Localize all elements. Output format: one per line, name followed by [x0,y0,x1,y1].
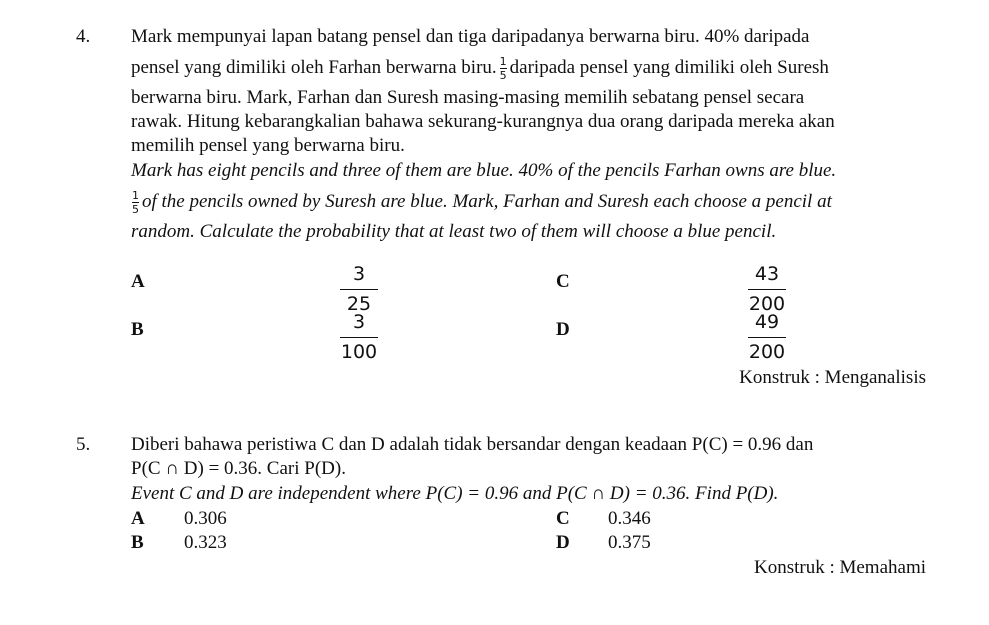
q5-malay-line-1: Diberi bahawa peristiwa C dan D adalah tidak bersandar dengan keadaan P(C) = 0.96 dan [131,434,814,455]
q5-option-d-value: 0.375 [608,532,651,553]
q4-english-line-1: Mark has eight pencils and three of them are blue. 40% of the pencils Farhan owns are blue. [131,160,837,181]
q4-option-a-fraction [340,264,378,315]
q5-malay-line-2: P(C ∩ D) = 0.36. Cari P(D). [131,458,346,479]
q5-english-line-1: Event C and D are independent where P(C) = 0.96 and P(C ∩ D) = 0.36. Find P(D). [131,483,779,504]
q4-english-line-3: random. Calculate the probability that at least two of them will choose a blue pencil. [131,221,777,242]
q4-english-fraction-numerator: 1 [132,189,139,203]
q4-option-a-letter: A [131,271,145,292]
q4-option-c-numerator: 43 [754,263,780,285]
q4-option-b-fraction [340,312,378,363]
q5-construct-label: Konstruk : Memahami [753,557,926,578]
q4-option-b-numerator: 3 [352,311,366,333]
q4-english-fraction-denominator: 5 [132,203,139,217]
q5-option-d-letter: D [556,532,570,553]
q5-option-b-letter: B [131,532,144,553]
q4-malay-line-5: memilih pensel yang berwarna biru. [131,135,405,156]
q4-malay-line-3: berwarna biru. Mark, Farhan dan Suresh masing-masing memilih sebatang pensel secara [131,87,805,108]
q4-english-line-2-text: of the pencils owned by Suresh are blue. Mark, Farhan and Suresh each choose a pencil at [142,191,832,212]
q4-option-d-fraction-bar [748,337,786,338]
q4-malay-fraction-numerator: 1 [499,55,507,69]
q4-option-d-fraction [748,312,786,363]
q4-option-c-fraction [748,264,786,315]
q4-option-b-letter: B [131,319,144,340]
q4-malay-fraction-denominator: 5 [499,69,507,83]
q4-number: 4. [76,26,91,47]
q5-option-c-letter: C [556,508,570,529]
q4-option-b-denominator: 100 [340,341,378,363]
q4-option-c-letter: C [556,271,570,292]
q5-option-c-value: 0.346 [608,508,651,529]
q4-malay-line-1: Mark mempunyai lapan batang pensel dan tiga daripadanya berwarna biru. 40% daripada [131,26,810,47]
q5-number: 5. [76,434,91,455]
q4-option-d-denominator: 200 [748,341,786,363]
q5-option-a-letter: A [131,508,145,529]
q4-english-line-2 [129,190,832,215]
q4-option-a-numerator: 3 [352,263,366,285]
q4-malay-inline-fraction [500,56,507,81]
q4-construct-label: Konstruk : Menganalisis [739,367,926,388]
q4-malay-line-2b: daripada pensel yang dimiliki oleh Suresh [509,57,829,78]
q5-option-a-value: 0.306 [184,508,227,529]
q4-option-a-fraction-bar [340,289,378,290]
q5-option-b-value: 0.323 [184,532,227,553]
q4-option-c-fraction-bar [748,289,786,290]
q4-option-c-denominator: 200 [748,293,786,315]
q4-malay-line-4: rawak. Hitung kebarangkalian bahawa sekurang-kurangnya dua orang daripada mereka akan [131,111,835,132]
q4-malay-line-2 [131,56,829,81]
q4-option-d-numerator: 49 [754,311,780,333]
q4-option-b-fraction-bar [340,337,378,338]
q4-option-d-letter: D [556,319,570,340]
q4-option-a-denominator: 25 [346,293,372,315]
q4-malay-line-2a: pensel yang dimiliki oleh Farhan berwarna biru. [131,57,497,78]
q4-english-inline-fraction [132,190,139,215]
